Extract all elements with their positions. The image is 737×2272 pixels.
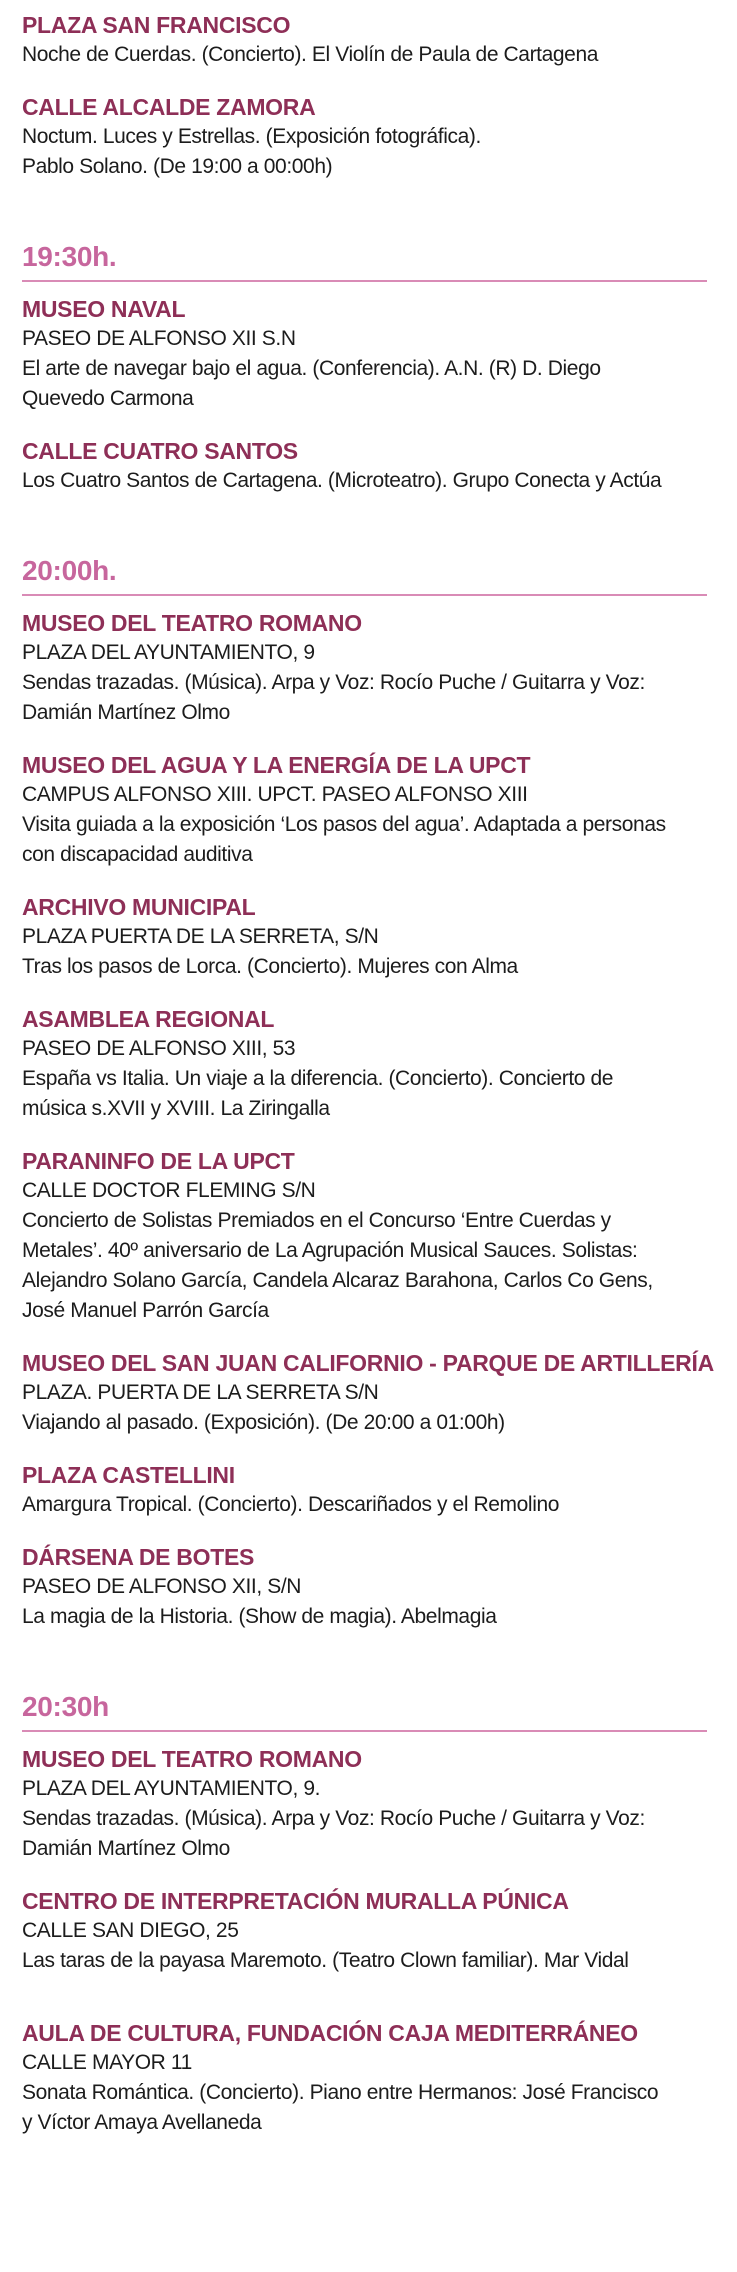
time-header: 20:00h. (22, 554, 707, 596)
event-detail-line: Viajando al pasado. (Exposición). (De 20:00 a 01:00h) (22, 1411, 505, 1434)
time-header: 20:30h (22, 1690, 707, 1732)
venue-name: CALLE CUATRO SANTOS (22, 438, 298, 464)
event-detail-line: Pablo Solano. (De 19:00 a 00:00h) (22, 155, 333, 178)
event-address: PLAZA DEL AYUNTAMIENTO, 9. (22, 1777, 321, 1800)
venue-name: MUSEO NAVAL (22, 296, 186, 322)
event-entry (22, 1542, 712, 1632)
event-detail-line: Sonata Romántica. (Concierto). Piano entre Hermanos: José Francisco (22, 2081, 659, 2104)
schedule-section-1930 (22, 240, 712, 496)
event-entry (22, 892, 712, 982)
event-address: CALLE DOCTOR FLEMING S/N (22, 1179, 316, 1202)
venue-name: DÁRSENA DE BOTES (22, 1544, 255, 1570)
event-detail-line: Visita guiada a la exposición ‘Los pasos del agua’. Adaptada a personas (22, 813, 666, 836)
event-entry (22, 608, 712, 728)
event-detail-line: Sendas trazadas. (Música). Arpa y Voz: Rocío Puche / Guitarra y Voz: (22, 671, 645, 694)
event-detail-line: Metales’. 40º aniversario de La Agrupación Musical Sauces. Solistas: (22, 1239, 638, 1262)
venue-name: MUSEO DEL TEATRO ROMANO (22, 610, 362, 636)
event-entry (22, 1146, 712, 1326)
event-detail-line: con discapacidad auditiva (22, 843, 253, 866)
schedule-section-continuation (22, 10, 712, 182)
event-entry (22, 92, 712, 182)
event-address: CALLE SAN DIEGO, 25 (22, 1919, 239, 1942)
venue-name: PLAZA SAN FRANCISCO (22, 12, 291, 38)
venue-name: PLAZA CASTELLINI (22, 1462, 235, 1488)
event-detail-line: Alejandro Solano García, Candela Alcaraz Barahona, Carlos Co Gens, (22, 1269, 653, 1292)
venue-name: PARANINFO DE LA UPCT (22, 1148, 295, 1174)
event-address: PLAZA DEL AYUNTAMIENTO, 9 (22, 641, 315, 664)
event-detail-line: y Víctor Amaya Avellaneda (22, 2111, 262, 2134)
event-address: PLAZA PUERTA DE LA SERRETA, S/N (22, 925, 379, 948)
event-address: CAMPUS ALFONSO XIII. UPCT. PASEO ALFONSO XIII (22, 783, 528, 806)
event-address: PLAZA. PUERTA DE LA SERRETA S/N (22, 1381, 379, 1404)
venue-name: ARCHIVO MUNICIPAL (22, 894, 256, 920)
event-schedule (22, 10, 712, 2160)
event-detail-line: Damián Martínez Olmo (22, 701, 230, 724)
venue-name: CENTRO DE INTERPRETACIÓN MURALLA PÚNICA (22, 1888, 569, 1914)
event-detail-line: La magia de la Historia. (Show de magia). Abelmagia (22, 1605, 497, 1628)
event-detail-line: Noche de Cuerdas. (Concierto). El Violín de Paula de Cartagena (22, 43, 598, 66)
venue-name: MUSEO DEL TEATRO ROMANO (22, 1746, 362, 1772)
event-entry (22, 1886, 712, 1976)
event-entry (22, 1004, 712, 1124)
event-entry (22, 436, 712, 496)
event-detail-line: José Manuel Parrón García (22, 1299, 269, 1322)
venue-name: CALLE ALCALDE ZAMORA (22, 94, 316, 120)
event-address: PASEO DE ALFONSO XII, S/N (22, 1575, 302, 1598)
event-entry (22, 10, 712, 70)
event-detail-line: Los Cuatro Santos de Cartagena. (Microteatro). Grupo Conecta y Actúa (22, 469, 662, 492)
event-address: PASEO DE ALFONSO XIII, 53 (22, 1037, 296, 1060)
venue-name: AULA DE CULTURA, FUNDACIÓN CAJA MEDITERRÁNEO (22, 2020, 638, 2046)
venue-name: ASAMBLEA REGIONAL (22, 1006, 275, 1032)
schedule-section-2030 (22, 1690, 712, 2138)
event-detail-line: España vs Italia. Un viaje a la diferencia. (Concierto). Concierto de (22, 1067, 614, 1090)
time-header: 19:30h. (22, 240, 707, 282)
event-address: CALLE MAYOR 11 (22, 2051, 192, 2074)
event-entry (22, 294, 712, 414)
event-detail-line: Quevedo Carmona (22, 387, 194, 410)
venue-name: MUSEO DEL AGUA Y LA ENERGÍA DE LA UPCT (22, 752, 531, 778)
event-address: PASEO DE ALFONSO XII S.N (22, 327, 296, 350)
venue-name: MUSEO DEL SAN JUAN CALIFORNIO - PARQUE DE ARTILLERÍA (22, 1350, 714, 1376)
schedule-section-2000 (22, 554, 712, 1632)
event-entry (22, 1348, 712, 1438)
event-detail-line: música s.XVII y XVIII. La Ziringalla (22, 1097, 330, 1120)
event-detail-line: Tras los pasos de Lorca. (Concierto). Mujeres con Alma (22, 955, 518, 978)
event-detail-line: Las taras de la payasa Maremoto. (Teatro Clown familiar). Mar Vidal (22, 1949, 629, 1972)
event-entry (22, 2018, 712, 2138)
event-entry (22, 1744, 712, 1864)
event-detail-line: El arte de navegar bajo el agua. (Conferencia). A.N. (R) D. Diego (22, 357, 601, 380)
event-entry (22, 1460, 712, 1520)
event-detail-line: Noctum. Luces y Estrellas. (Exposición fotográfica). (22, 125, 481, 148)
event-detail-line: Amargura Tropical. (Concierto). Descariñados y el Remolino (22, 1493, 560, 1516)
event-detail-line: Concierto de Solistas Premiados en el Concurso ‘Entre Cuerdas y (22, 1209, 611, 1232)
event-detail-line: Damián Martínez Olmo (22, 1837, 230, 1860)
event-detail-line: Sendas trazadas. (Música). Arpa y Voz: Rocío Puche / Guitarra y Voz: (22, 1807, 645, 1830)
event-entry (22, 750, 712, 870)
